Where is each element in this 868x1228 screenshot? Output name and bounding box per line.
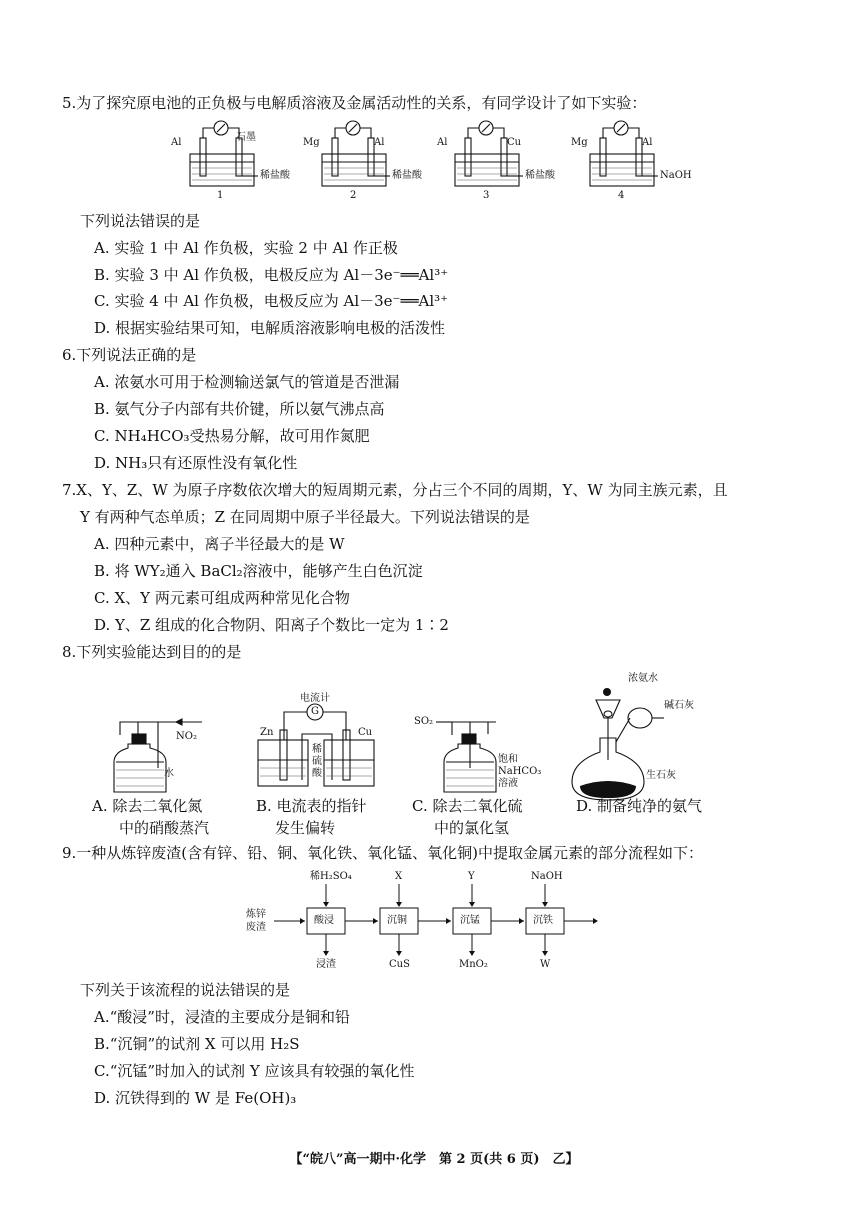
- fig-b-acid-3: 酸: [312, 768, 322, 779]
- q6-option-d: D. NH₃只有还原性没有氧化性: [94, 454, 298, 472]
- cell3-left-electrode: Al: [437, 137, 448, 148]
- q7-option-c: C. X、Y 两元素可组成两种常见化合物: [94, 589, 350, 607]
- q7-option-d: D. Y、Z 组成的化合物阴、阳离子个数比一定为 1∶2: [94, 616, 449, 634]
- fig-b-g: G: [311, 706, 319, 717]
- fig-c-caption-2: 中的氯化氢: [434, 819, 510, 837]
- q9-prompt: 下列关于该流程的说法错误的是: [80, 981, 291, 999]
- flow-reagent-3: Y: [468, 871, 475, 882]
- fig-c-liquid-3: 溶液: [498, 778, 518, 789]
- cell1-right-electrode: 石墨: [236, 132, 256, 143]
- flow-input-1: 炼锌: [246, 909, 266, 920]
- q5-option-d: D. 根据实验结果可知，电解质溶液影响电极的活泼性: [94, 319, 446, 337]
- cell4-right-electrode: Al: [642, 137, 653, 148]
- q7-stem-line1: 7.X、Y、Z、W 为原子序数依次增大的短周期元素，分占三个不同的周期，Y、W 为同主族元素，且: [62, 481, 728, 499]
- fig-b-acid-1: 稀: [312, 744, 322, 755]
- cell3-number: 3: [483, 190, 490, 201]
- q9-option-d: D. 沉铁得到的 W 是 Fe(OH)₃: [94, 1089, 297, 1107]
- fig-b-left-electrode: Zn: [260, 727, 274, 738]
- flow-output-3: MnO₂: [459, 959, 488, 970]
- fig-c-caption-1: C. 除去二氧化硫: [412, 797, 523, 815]
- cell1-number: 1: [217, 190, 224, 201]
- cell3-solution: 稀盐酸: [525, 170, 555, 181]
- cell1-left-electrode: Al: [171, 137, 182, 148]
- q7-stem-line2: Y 有两种气态单质；Z 在同周期中原子半径最大。下列说法错误的是: [80, 508, 530, 526]
- q6-option-b: B. 氨气分子内部有共价键，所以氨气沸点高: [94, 400, 385, 418]
- fig-b-caption-2: 发生偏转: [275, 819, 336, 837]
- cell4-solution: NaOH: [660, 170, 692, 181]
- fig-a-caption-2: 中的硝酸蒸汽: [119, 819, 210, 837]
- q5-option-a: A. 实验 1 中 Al 作负极，实验 2 中 Al 作正极: [94, 239, 398, 257]
- flow-reagent-1: 稀H₂SO₄: [310, 871, 352, 882]
- fig-c-gas: SO₂: [414, 716, 434, 727]
- flow-reagent-4: NaOH: [531, 871, 563, 882]
- fig-d-bottom-label: 生石灰: [646, 770, 676, 781]
- flow-output-4: W: [540, 959, 551, 970]
- q9-stem: 9.一种从炼锌废渣(含有锌、铅、铜、氧化铁、氧化锰、氧化铜)中提取金属元素的部分流程如下：: [62, 844, 704, 862]
- page-footer: 【“皖八”高一期中·化学 第 2 页(共 6 页) 乙】: [289, 1152, 579, 1167]
- flow-reagent-2: X: [395, 871, 403, 882]
- fig-b-caption-1: B. 电流表的指针: [256, 797, 367, 815]
- fig-a-liquid: 水: [164, 768, 174, 779]
- flow-step-copper: 沉铜: [387, 915, 407, 926]
- fig-b-meter: 电流计: [300, 693, 330, 704]
- q6-stem: 6.下列说法正确的是: [62, 346, 197, 364]
- flow-step-iron: 沉铁: [533, 915, 553, 926]
- fig-a-gas: NO₂: [176, 731, 197, 742]
- q5-prompt: 下列说法错误的是: [80, 212, 201, 230]
- cell4-left-electrode: Mg: [571, 137, 588, 148]
- q5-stem: 5.为了探究原电池的正负极与电解质溶液及金属活动性的关系，有同学设计了如下实验：: [62, 94, 647, 112]
- flow-step-manganese: 沉锰: [460, 915, 480, 926]
- cell2-right-electrode: Al: [374, 137, 385, 148]
- q5-option-c: C. 实验 4 中 Al 作负极，电极反应为 Al－3e⁻══Al³⁺: [94, 292, 449, 310]
- cell2-solution: 稀盐酸: [392, 170, 422, 181]
- fig-a-caption-1: A. 除去二氧化氮: [92, 797, 203, 815]
- fig-c-liquid-2: NaHCO₃: [498, 766, 542, 777]
- q9-option-c: C.“沉锰”时加入的试剂 Y 应该具有较强的氧化性: [94, 1062, 415, 1080]
- fig-d-top-label: 浓氨水: [628, 673, 658, 684]
- fig-d-tube-label: 碱石灰: [664, 700, 694, 711]
- cell2-left-electrode: Mg: [303, 137, 320, 148]
- q8-stem: 8.下列实验能达到目的的是: [62, 643, 242, 661]
- cell3-right-electrode: Cu: [507, 137, 522, 148]
- flow-output-2: CuS: [389, 959, 410, 970]
- flow-step-acid-leach: 酸浸: [314, 915, 334, 926]
- q6-option-a: A. 浓氨水可用于检测输送氯气的管道是否泄漏: [94, 373, 400, 391]
- cell4-number: 4: [618, 190, 625, 201]
- cell1-solution: 稀盐酸: [260, 170, 290, 181]
- flow-output-1: 浸渣: [316, 959, 336, 970]
- q7-option-a: A. 四种元素中，离子半径最大的是 W: [94, 535, 345, 553]
- cell2-number: 2: [350, 190, 357, 201]
- fig-b-right-electrode: Cu: [358, 727, 373, 738]
- fig-b-acid-2: 硫: [312, 756, 322, 767]
- flow-input-2: 废渣: [246, 922, 266, 933]
- q9-option-a: A.“酸浸”时，浸渣的主要成分是铜和铅: [94, 1008, 350, 1026]
- q6-option-c: C. NH₄HCO₃受热易分解，故可用作氮肥: [94, 427, 370, 445]
- q9-option-b: B.“沉铜”的试剂 X 可以用 H₂S: [94, 1035, 300, 1053]
- fig-c-liquid-1: 饱和: [498, 754, 518, 765]
- fig-d-caption-1: D. 制备纯净的氨气: [576, 797, 703, 815]
- q5-option-b: B. 实验 3 中 Al 作负极，电极反应为 Al－3e⁻══Al³⁺: [94, 266, 449, 284]
- q7-option-b: B. 将 WY₂通入 BaCl₂溶液中，能够产生白色沉淀: [94, 562, 423, 580]
